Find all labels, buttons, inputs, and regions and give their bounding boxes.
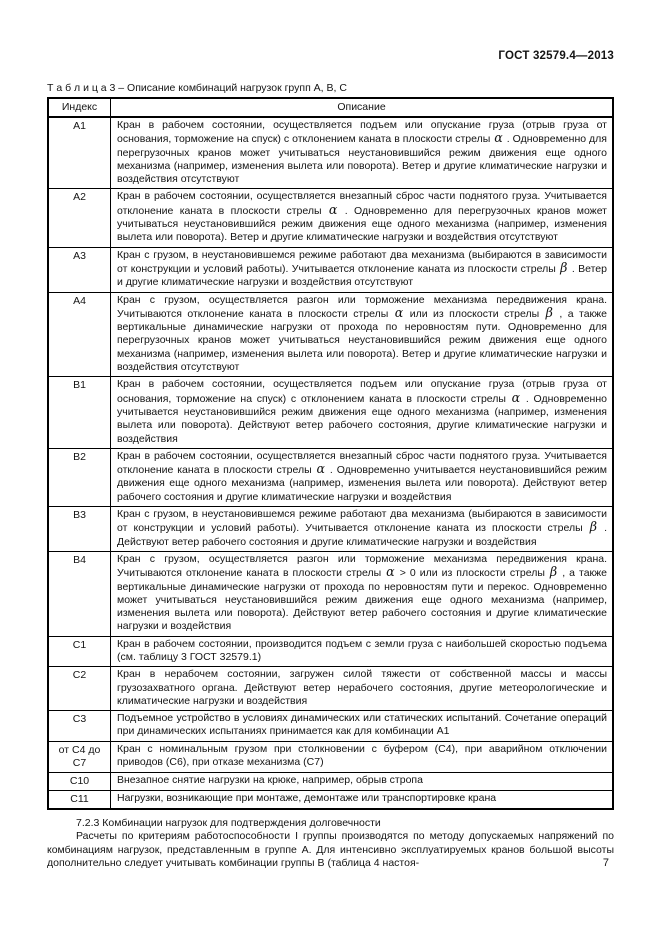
greek-symbol: β [549,564,558,580]
greek-symbol: α [394,304,404,320]
table-header-row [48,98,613,117]
row-index-cell: А1 [48,117,111,189]
table-row [48,448,613,506]
table-row [48,247,613,292]
table-row [48,711,613,742]
row-index-cell: А3 [48,247,111,292]
table-row [48,551,613,636]
table-row [48,507,613,552]
row-index-cell: С10 [48,772,111,790]
column-header-description: Описание [111,98,614,117]
greek-symbol: α [494,130,503,146]
row-description-cell: Кран в рабочем состоянии, осуществляется внезапный сброс части поднятого груза. Учитывается отклонение каната в плоскости стрелы α . Одновременно учитывается неустановившийся режим движения еще одного механизма (например, изменения вылета или поворота). Действуют ветер рабочего состояния и другие климатические нагрузки и воздействия [111,448,614,506]
row-description-cell: Кран с грузом, в неустановившемся режиме работают два механизма (выбираются в зависимости от конструкции и условий работы). Учитывается отклонение каната из плоскости стрелы β . Действуют ветер рабочего состояния и другие климатические нагрузки и воздействия [111,507,614,552]
row-index-cell: С2 [48,667,111,711]
row-description-cell: Кран в рабочем состоянии, осуществляется подъем или опускание груза (отрыв груза от основания, торможение на спуск) с отклонением каната в плоскости стрелы α . Одновременно для перегрузочных кранов может учитываться неустановившийся режим движения еще одного механизма (например, изменения вылета или поворота). Ветер и другие климатические нагрузки и воздействия отсутствуют [111,117,614,189]
row-description-cell: Кран в рабочем состоянии, производится подъем с земли груза с наибольшей скоростью подъема (см. таблицу 3 ГОСТ 32579.1) [111,636,614,667]
greek-symbol: α [316,461,326,477]
row-description-cell: Кран с номинальным грузом при столкновении с буфером (С4), при аварийном отключении приводов (С6), при отказе механизма (С7) [111,741,614,772]
table-row [48,189,613,247]
row-index-cell: С11 [48,790,111,809]
table-row [48,117,613,189]
row-description-cell: Кран в рабочем состоянии, осуществляется внезапный сброс части поднятого груза. Учитывается отклонение каната в плоскости стрелы α . Одновременно для перегрузочных кранов может учитываться неустановившийся режим движения еще одного механизма (например, изменения вылета или поворота). Ветер и другие климатические нагрузки и воздействия отсутствуют [111,189,614,247]
row-description-cell: Внезапное снятие нагрузки на крюке, например, обрыв стропа [111,772,614,790]
section-heading: 7.2.3 Комбинации нагрузок для подтверждения долговечности [76,816,381,829]
row-description-cell: Кран в нерабочем состоянии, загружен силой тяжести от собственной массы и массы грузозахватного органа. Действуют ветер нерабочего состояния, другие метеорологические и климатические нагрузки и воздействия [111,667,614,711]
row-index-cell: В3 [48,507,111,552]
row-index-cell: В2 [48,448,111,506]
row-index-cell: от С4 до С7 [48,741,111,772]
page-number: 7 [602,857,609,869]
table-row [48,377,613,448]
table-row [48,790,613,809]
row-description-cell: Кран в рабочем состоянии, осуществляется подъем или опускание груза (отрыв груза от основания, торможение на спуск) с отклонением каната в плоскости стрелы α . Одновременно учитывается неустановившийся режим движения еще одного механизма (например, изменения вылета или поворота). Действуют ветер рабочего состояния, другие климатические нагрузки и воздействия [111,377,614,448]
row-description-cell: Кран с грузом, осуществляется разгон или торможение механизма передвижения крана. Учитываются отклонение каната в плоскости стрелы α > 0 или из плоскости стрелы β , а также вертикальные динамические нагрузки от прохода по неровностям пути и перекос. Одновременно может учитываться неустановившийся режим движения еще одного механизма (например, изменения вылета или поворота). Действуют ветер рабочего состояния и другие климатические нагрузки и воздействия [111,551,614,636]
greek-symbol: β [589,519,597,535]
row-index-cell: С1 [48,636,111,667]
greek-symbol: β [545,304,553,320]
table-caption: Т а б л и ц а 3 – Описание комбинаций нагрузок групп А, В, С [47,82,347,94]
table-row [48,636,613,667]
row-description-cell: Подъемное устройство в условиях динамических или статических испытаний. Сочетание операций при динамических испытаниях принимается как для комбинации А1 [111,711,614,742]
row-description-cell: Нагрузки, возникающие при монтаже, демонтаже или транспортировке крана [111,790,614,809]
greek-symbol: α [328,201,338,217]
body-paragraph: Расчеты по критериям работоспособности I группы производятся по методу допускаемых напряжений по комбинациям нагрузок, представленным в группе А. Для интенсивно эксплуатируемых кранов большой высоты дополнительно следует учитывать комбинации группы В (таблица 4 настоя- [47,829,614,870]
table-row [48,741,613,772]
row-description-cell: Кран с грузом, осуществляется разгон или торможение механизма передвижения крана. Учитываются отклонение каната в плоскости стрелы α или из плоскости стрелы β , а также вертикальные динамические нагрузки от прохода по неровностям пути. Одновременно для перегрузочных кранов может учитываться неустановившийся режим движения еще одного механизма (например, изменения вылета или поворота). Ветер и другие климатические нагрузки и воздействия отсутствуют [111,292,614,377]
table-row [48,772,613,790]
greek-symbol: β [560,259,568,275]
row-index-cell: В1 [48,377,111,448]
table-row [48,667,613,711]
row-index-cell: А2 [48,189,111,247]
doc-number: ГОСТ 32579.4—2013 [498,50,614,62]
row-index-cell: В4 [48,551,111,636]
column-header-index: Индекс [48,98,111,117]
row-index-cell: С3 [48,711,111,742]
load-combinations-table [47,97,614,810]
table-row [48,292,613,377]
row-description-cell: Кран с грузом, в неустановившемся режиме работают два механизма (выбираются в зависимости от конструкции и условий работы). Учитывается отклонение каната из плоскости стрелы β . Ветер и другие климатические нагрузки и воздействия отсутствуют [111,247,614,292]
greek-symbol: α [386,564,395,580]
row-index-cell: А4 [48,292,111,377]
greek-symbol: α [511,389,521,405]
